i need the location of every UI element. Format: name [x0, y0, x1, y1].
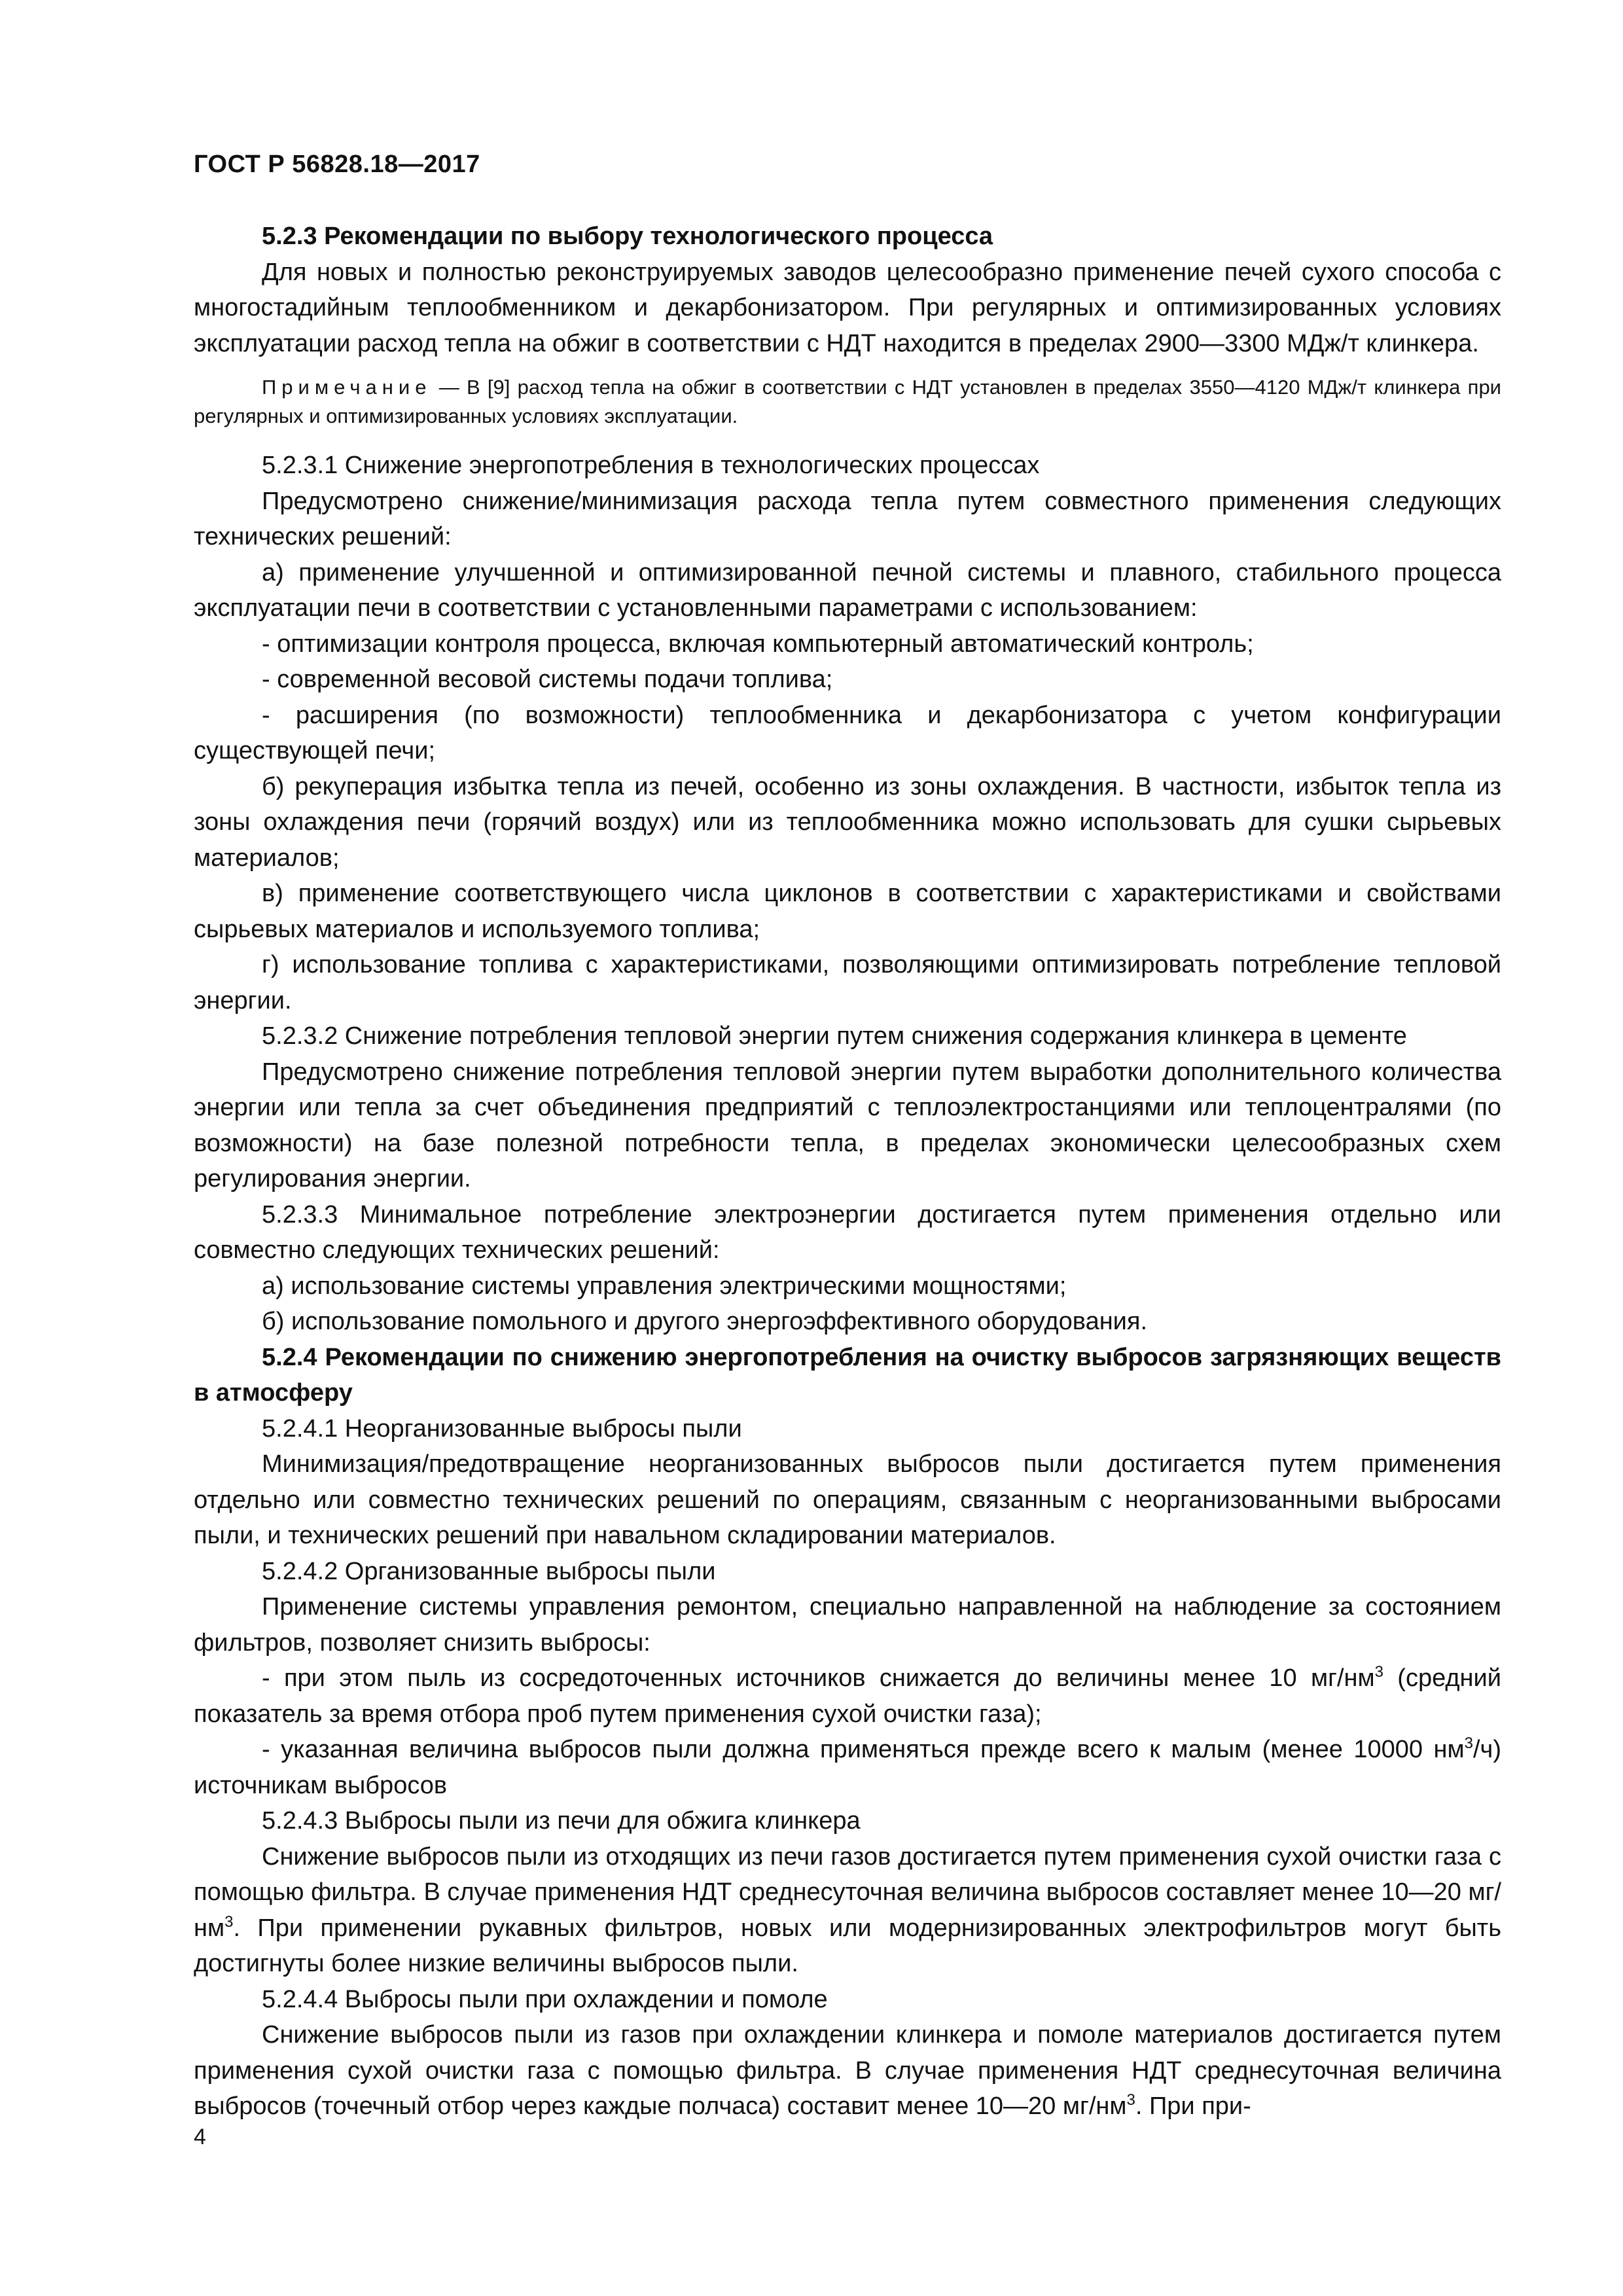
paragraph: Применение системы управления ремонтом, специально направленной на наблюдение за состоянием фильтров, позволяет снизить выбросы: [194, 1593, 1501, 1657]
section-heading-5-2-4: 5.2.4 Рекомендации по снижению энергопотребления на очистку выбросов загрязняющих веществ в атмосферу [194, 1343, 1501, 1407]
note-text: — В [9] расход тепла на обжиг в соответствии с НДТ установлен в пределах 3550—4120 МДж/т клинкера при регулярных и оптимизированных условиях эксплуатации. [194, 376, 1501, 427]
document-code-header: ГОСТ Р 56828.18—2017 [194, 151, 480, 178]
list-item: б) рекуперация избытка тепла из печей, особенно из зоны охлаждения. В частности, избыток тепла из зоны охлаждения печи (горячий воздух) или из теплообменника можно использовать для сушки сырьевых материалов; [194, 772, 1501, 872]
list-item: г) использование топлива с характеристиками, позволяющими оптимизировать потребление тепловой энергии. [194, 951, 1501, 1014]
subsection-heading-5-2-4-4: 5.2.4.4 Выбросы пыли при охлаждении и помоле [262, 1985, 828, 2013]
subsection-heading-5-2-4-1: 5.2.4.1 Неорганизованные выбросы пыли [262, 1414, 742, 1443]
list-item: - оптимизации контроля процесса, включая компьютерный автоматический контроль; [262, 630, 1254, 658]
list-item: - современной весовой системы подачи топлива; [262, 666, 833, 693]
list-item: - расширения (по возможности) теплообменника и декарбонизатора с учетом конфигурации существующей печи; [194, 701, 1501, 764]
note-label: Примечание [262, 376, 432, 399]
list-item: а) использование системы управления электрическими мощностями; [262, 1272, 1067, 1300]
subsection-heading-5-2-4-3: 5.2.4.3 Выбросы пыли из печи для обжига клинкера [262, 1807, 861, 1835]
document-body [194, 219, 1501, 2125]
paragraph-5-2-3-3: 5.2.3.3 Минимальное потребление электроэнергии достигается путем применения отдельно или совместно следующих технических решений: [194, 1200, 1501, 1264]
list-item: б) использование помольного и другого энергоэффективного оборудования. [262, 1308, 1148, 1335]
list-item: - при этом пыль из сосредоточенных источников снижается до величины менее 10 $мг/нм^3$ (средний показатель за время отбора проб путем применения сухой очистки газа); [194, 1663, 1501, 1728]
page-number: 4 [194, 2125, 206, 2149]
paragraph: Снижение выбросов пыли из отходящих из печи газов достигается путем применения сухой очистки газа с помощью фильтра. В случае применения НДТ среднесуточная величина выбросов составляет менее 10—20 $мг/нм^3$. При применении рукавных фильтров, новых или модернизированных электрофильтров могут быть достигнуты более низкие величины выбросов пыли. [194, 1842, 1501, 1977]
note [194, 373, 1501, 431]
list-item: в) применение соответствующего числа циклонов в соответствии с характеристиками и свойствами сырьевых материалов и используемого топлива; [194, 880, 1501, 943]
list-item: - указанная величина выбросов пыли должна применяться прежде всего к малым (менее 10000 $нм^3/ч$) источникам выбросов [194, 1734, 1501, 1799]
paragraph: Предусмотрено снижение потребления тепловой энергии путем выработки дополнительного количества энергии или тепла за счет объединения предприятий с теплоэлектростанциями или теплоцентралями (по возможности) на базе полезной потребности тепла, в пределах экономически целесообразных схем регулирования энергии. [194, 1058, 1501, 1193]
paragraph: Минимизация/предотвращение неорганизованных выбросов пыли достигается путем применения отдельно или совместно технических решений по операциям, связанным с неорганизованными выбросами пыли, и технических решений при навальном складировании материалов. [194, 1450, 1501, 1549]
subsection-heading-5-2-3-1: 5.2.3.1 Снижение энергопотребления в технологических процессах [262, 452, 1040, 479]
subsection-heading-5-2-4-2: 5.2.4.2 Организованные выбросы пыли [262, 1557, 716, 1585]
paragraph: Предусмотрено снижение/минимизация расхода тепла путем совместного применения следующих технических решений: [194, 487, 1501, 550]
subsection-heading-5-2-3-2: 5.2.3.2 Снижение потребления тепловой энергии путем снижения содержания клинкера в цементе [262, 1022, 1407, 1050]
list-item: а) применение улучшенной и оптимизированной печной системы и плавного, стабильного процесса эксплуатации печи в соответствии с установленными параметрами с использованием: [194, 558, 1501, 622]
paragraph: Для новых и полностью реконструируемых заводов целесообразно применение печей сухого способа с многостадийным теплообменником и декарбонизатором. При регулярных и оптимизированных условиях эксплуатации расход тепла на обжиг в соответствии с НДТ находится в пределах 2900—3300 МДж/т клинкера. [194, 258, 1501, 357]
paragraph: Снижение выбросов пыли из газов при охлаждении клинкера и помоле материалов достигается путем применения сухой очистки газа с помощью фильтра. В случае применения НДТ среднесуточная величина выбросов (точечный отбор через каждые полчаса) составит менее 10—20 $мг/нм^3$. При при- [194, 2021, 1501, 2120]
section-heading-5-2-3: 5.2.3 Рекомендации по выбору технологического процесса [262, 223, 993, 250]
